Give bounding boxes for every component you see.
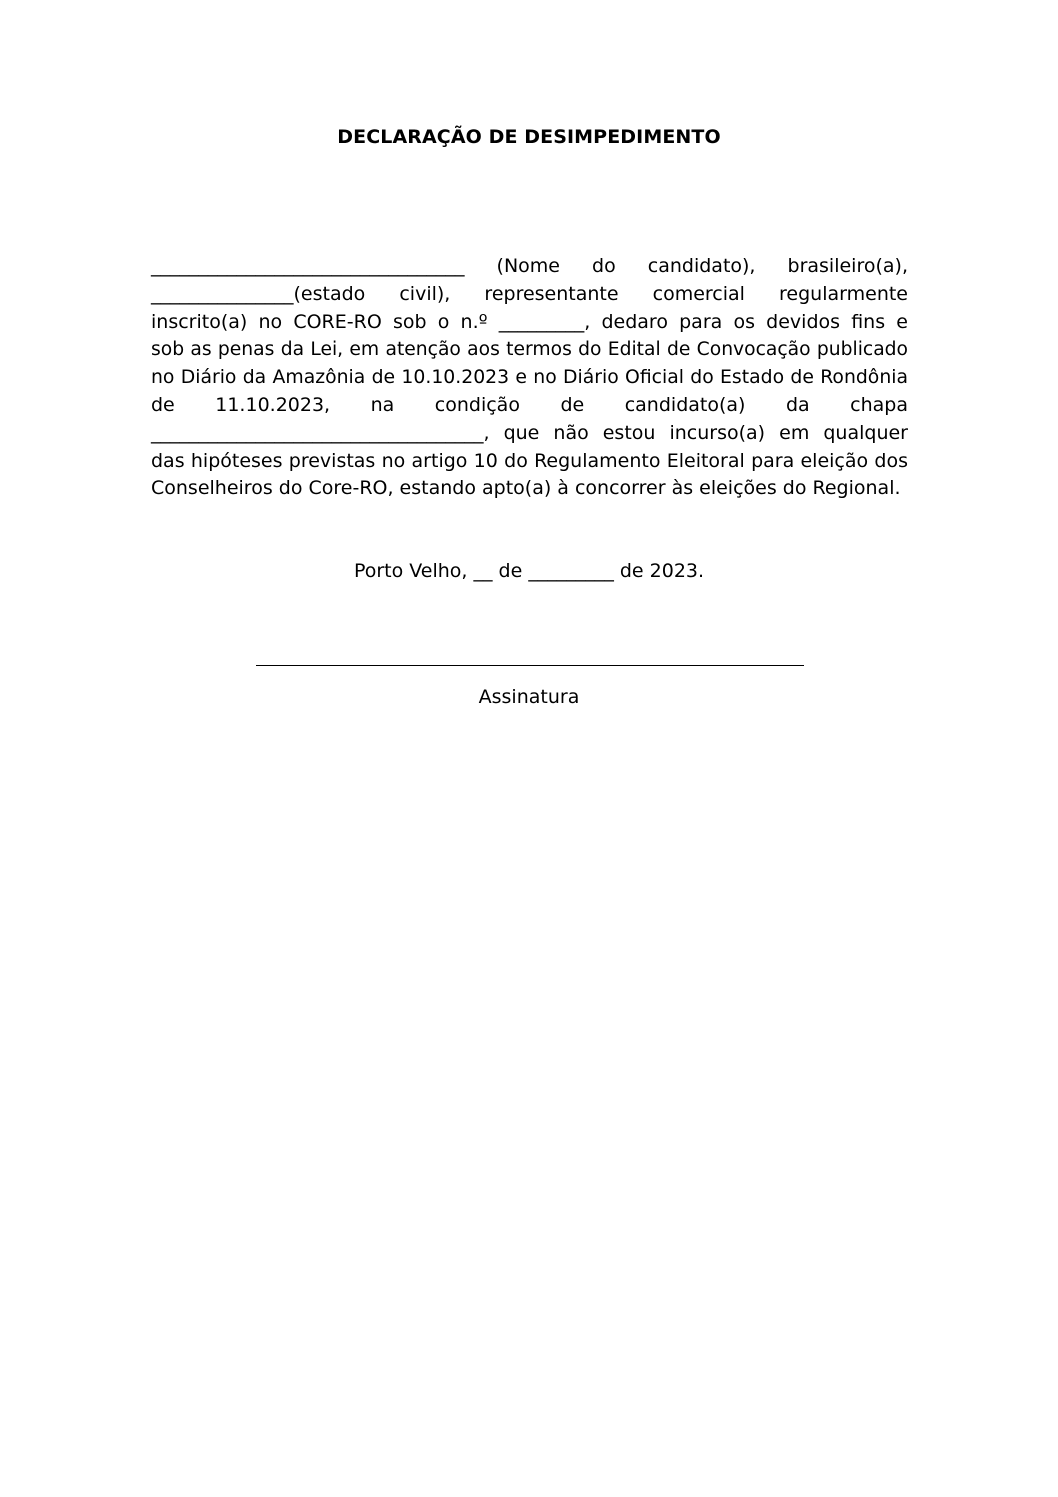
paragraph-line: no Diário da Amazônia de 10.10.2023 e no Diário Oficial do Estado de Rondônia (151, 367, 908, 389)
paragraph-line: ___________________________________, que não estou incurso(a) em qualquer (151, 421, 908, 444)
paragraph-line: Conselheiros do Core-RO, estando apto(a) à concorrer às eleições do Regional. (151, 477, 901, 500)
paragraph-line: _______________(estado civil), representante comercial regularmente (151, 282, 908, 305)
paragraph-line: de 11.10.2023, na condição de candidato(a) da chapa (151, 393, 908, 416)
paragraph-line: inscrito(a) no CORE-RO sob o n.º _________, dedaro para os devidos fins e (151, 310, 908, 333)
signature-line (256, 665, 804, 666)
paragraph-line: _________________________________ (Nome do candidato), brasileiro(a), (151, 255, 908, 277)
paragraph-line: das hipóteses previstas no artigo 10 do Regulamento Eleitoral para eleição dos (151, 449, 908, 472)
signature-label: Assinatura (478, 686, 580, 708)
document-title: DECLARAÇÃO DE DESIMPEDIMENTO (337, 126, 721, 148)
declaration-paragraph (151, 253, 908, 503)
place-date: Porto Velho, __ de _________ de 2023. (353, 560, 705, 582)
paragraph-line: sob as penas da Lei, em atenção aos termos do Edital de Convocação publicado (151, 339, 908, 361)
